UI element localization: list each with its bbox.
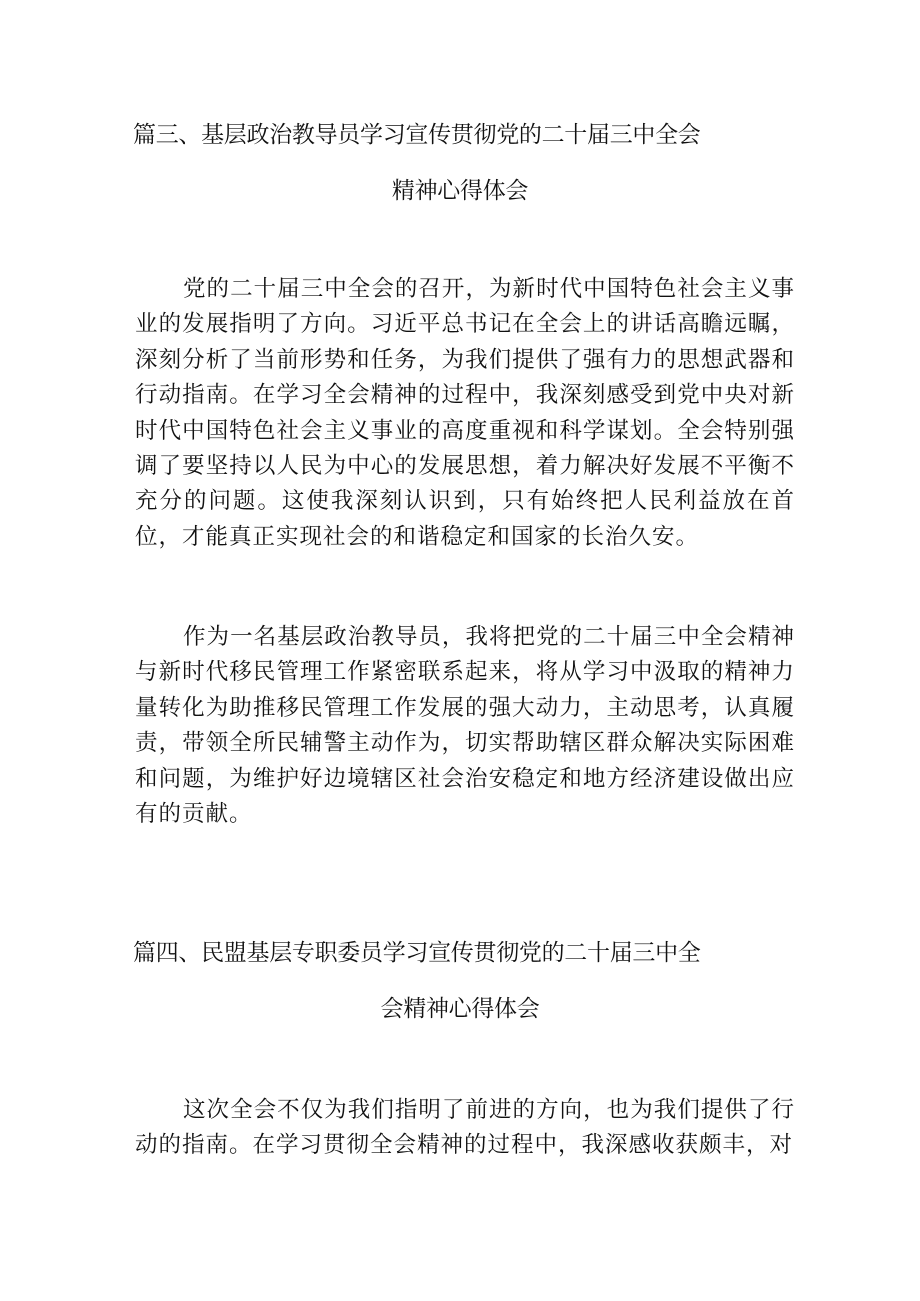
body-paragraph: 这次全会不仅为我们指明了前进的方向，也为我们提供了行动的指南。在学习贯彻全会精神的过程中，我深感收获颇丰，对: [135, 1097, 795, 1159]
section-heading-line1: 篇四、民盟基层专职委员学习宣传贯彻党的二十届三中全: [133, 940, 701, 966]
section-heading-line2: 精神心得体会: [391, 178, 529, 204]
body-paragraph: 作为一名基层政治教导员，我将把党的二十届三中全会精神与新时代移民管理工作紧密联系起来，将从学习中汲取的精神力量转化为助推移民管理工作发展的强大动力，主动思考，认真履责，带领全所民辅警主动作为，切实帮助辖区群众解决实际困难和问题，为维护好边境辖区社会治安稳定和地方经济建设做出应有的贡献。: [135, 624, 795, 828]
body-paragraph: 党的二十届三中全会的召开，为新时代中国特色社会主义事业的发展指明了方向。习近平总书记在全会上的讲话高瞻远瞩，深刻分析了当前形势和任务，为我们提供了强有力的思想武器和行动指南。在学习全会精神的过程中，我深刻感受到党中央对新时代中国特色社会主义事业的高度重视和科学谋划。全会特别强调了要坚持以人民为中心的发展思想，着力解决好发展不平衡不充分的问题。这使我深刻认识到，只有始终把人民利益放在首位，才能真正实现社会的和谐稳定和国家的长治久安。: [135, 276, 795, 550]
section-heading-line2: 会精神心得体会: [380, 996, 540, 1022]
section-heading-line1: 篇三、基层政治教导员学习宣传贯彻党的二十届三中全会: [133, 122, 701, 148]
